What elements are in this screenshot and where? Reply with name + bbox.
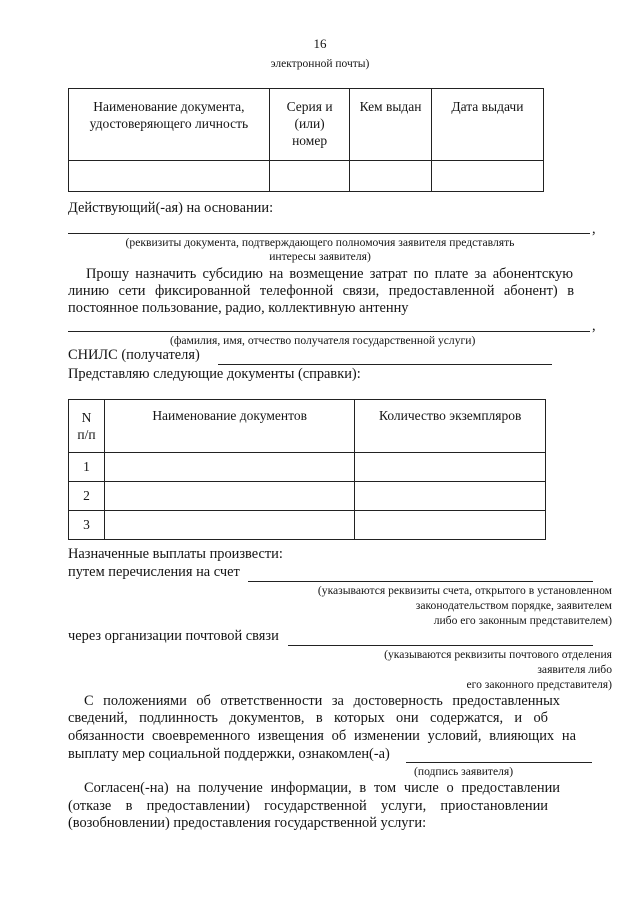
cell-doc-name[interactable] (104, 482, 354, 511)
header-doc-name (69, 89, 270, 161)
documents-table (68, 399, 546, 540)
responsibility-line4: выплату мер социальной поддержки, ознакомлен(-а) (68, 746, 390, 762)
cell-number: 1 (69, 453, 105, 482)
header-doc-names: Наименование документов (104, 400, 354, 453)
header-line: п/п (77, 427, 96, 442)
table-row (69, 511, 546, 540)
account-label: путем перечисления на счет (68, 564, 240, 580)
table-row (69, 482, 546, 511)
responsibility-line3: обязанности своевременного извещения об изменении условий, влияющих на (68, 728, 576, 744)
post-note-line2: заявителя либо (537, 663, 612, 676)
header-line: Дата выдачи (451, 99, 524, 114)
post-note-line3: его законного представителя) (466, 678, 612, 691)
request-line2: линию сети фиксированной телефонной связи, предоставленной абонент) в (68, 283, 574, 299)
cell-issue-date[interactable] (431, 161, 543, 192)
header-issued-by (350, 89, 431, 161)
responsibility-line2: сведений, подлинность документов, в которых они содержатся, и об (68, 710, 548, 726)
account-note-line1: (указываются реквизиты счета, открытого в установленном (317, 584, 612, 597)
recipient-name-note: (фамилия, имя, отчество получателя государственной услуги) (170, 334, 476, 347)
payments-title: Назначенные выплаты произвести: (68, 546, 283, 562)
identity-document-table (68, 88, 544, 192)
page-number: 16 (313, 36, 327, 51)
snils-input-line[interactable] (218, 364, 552, 365)
basis-label: Действующий(-ая) на основании: (68, 200, 274, 216)
post-note-line1: (указываются реквизиты почтового отделения (384, 648, 612, 661)
cell-number: 3 (69, 511, 105, 540)
header-line: (или) (294, 116, 325, 131)
account-note-line3: либо его законным представителем) (433, 614, 612, 627)
consent-line2: (отказе в предоставлении) государственной услуги, приостановлении (68, 798, 548, 814)
table-header-row (69, 89, 544, 161)
header-line: Наименование документа, (93, 99, 245, 114)
recipient-name-input-line[interactable] (68, 331, 590, 332)
responsibility-line1: С положениями об ответственности за достоверность предоставленных (84, 693, 560, 709)
header-issue-date (431, 89, 543, 161)
consent-line3: (возобновлении) предоставления государственной услуги: (68, 815, 427, 831)
header-copies-count: Количество экземпляров (355, 400, 546, 453)
cell-doc-name[interactable] (104, 511, 354, 540)
table-row (69, 453, 546, 482)
cell-copies[interactable] (355, 453, 546, 482)
basis-input-line[interactable] (68, 233, 590, 234)
request-line3: постоянное пользование, радио, коллективную антенну (68, 300, 409, 316)
cell-doc-name[interactable] (104, 453, 354, 482)
basis-note-line2: интересы заявителя) (269, 250, 371, 263)
docs-intro: Представляю следующие документы (справки): (68, 366, 361, 382)
post-input-line[interactable] (288, 645, 593, 646)
cell-series-number[interactable] (269, 161, 349, 192)
basis-comma: , (592, 221, 596, 237)
request-comma: , (592, 318, 596, 334)
header-line: Кем выдан (359, 99, 422, 114)
header-line: Серия и (286, 99, 333, 114)
header-number (69, 400, 105, 453)
post-label: через организации почтовой связи (68, 628, 279, 644)
header-line: N (81, 410, 92, 425)
snils-label: СНИЛС (получателя) (68, 347, 200, 363)
header-series-number (269, 89, 349, 161)
cell-copies[interactable] (355, 482, 546, 511)
account-note-line2: законодательством порядке, заявителем (415, 599, 612, 612)
header-line: удостоверяющего личность (89, 116, 249, 131)
cell-number: 2 (69, 482, 105, 511)
table-header-row (69, 400, 546, 453)
request-line1: Прошу назначить субсидию на возмещение затрат по плате за абонентскую (86, 266, 573, 282)
continuation-text: электронной почты) (270, 58, 370, 70)
signature-note: (подпись заявителя) (414, 765, 514, 778)
cell-doc-name[interactable] (69, 161, 270, 192)
cell-issued-by[interactable] (350, 161, 431, 192)
basis-note-line1: (реквизиты документа, подтверждающего полномочия заявителя представлять (125, 236, 515, 249)
account-input-line[interactable] (248, 581, 593, 582)
cell-copies[interactable] (355, 511, 546, 540)
signature-line[interactable] (406, 762, 592, 763)
table-row (69, 161, 544, 192)
header-line: номер (292, 133, 328, 148)
consent-line1: Согласен(-на) на получение информации, в том числе о предоставлении (84, 780, 560, 796)
